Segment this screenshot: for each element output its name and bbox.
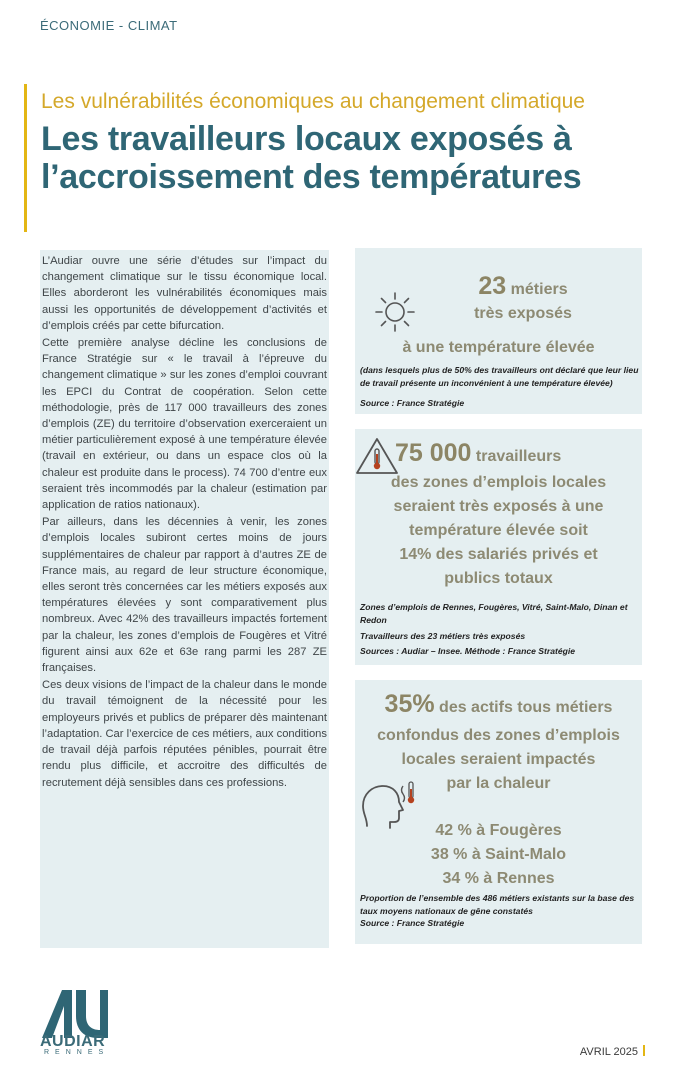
stat-line: publics totaux [444, 570, 553, 587]
list-item: 38 % à Saint-Malo [430, 846, 567, 863]
stat-line: très exposés [474, 305, 572, 322]
thermometer-warning-icon [355, 437, 399, 475]
stat-line: confondus des zones d’emplois [377, 727, 620, 744]
stat-card-metiers [355, 248, 642, 414]
stat-line: locales seraient impactés [401, 751, 596, 768]
stat-number: 23 [478, 272, 507, 300]
stat-card-travailleurs [355, 429, 642, 665]
paragraph: Cette première analyse décline les conclusions de France Stratégie sur « le travail à l’épreuve du changement climatique » sur les zones d’emploi couvrant les EPCI du Contrat de coopération. Selon cette méthodologie, près de 117 000 travailleurs des zones d’emplois (ZE) du territoire d’observation exerceraient un métier particulièrement exposé à une température élevée (travail en extérieur, ou dans un espace clos où la chaleur est produite dans le process). 74 700 d’entre eux seraient très incommodés par la chaleur (estimation par application de ratios nationaux). [42, 337, 327, 512]
stat-line [355, 692, 642, 720]
card-source: Source : France Stratégie [360, 918, 465, 928]
stat-line: 14% des salariés privés et [399, 546, 598, 563]
card-source: Source : France Stratégie [360, 398, 465, 408]
stat-line: seraient très exposés à une [393, 498, 604, 515]
stat-line: température élevée soit [409, 522, 588, 539]
card-note: Zones d’emplois de Rennes, Fougères, Vitré, Saint-Malo, Dinan et Redon [360, 602, 628, 625]
paragraph: Ces deux visions de l’impact de la chaleur dans le monde du travail témoignent de la nécessité pour les employeurs privés et publics de préparer dès maintenant l’adaptation. Car l’exercice de ces métiers, aux conditions de travail déjà parfois réputées pénibles, pourrait être rendu plus difficile, et accroitre des difficultés de recrutement déjà sensibles dans ces professions. [42, 679, 327, 789]
page-title: Les travailleurs locaux exposés à l’accroissement des températures [41, 120, 582, 196]
card-note: Travailleurs des 23 métiers très exposés [360, 631, 526, 641]
percent-list [355, 819, 642, 891]
stat-line [413, 274, 633, 302]
title-block [24, 84, 660, 232]
stat-number: 35% [384, 690, 435, 718]
stat-label: métiers [506, 281, 568, 298]
card-source: Sources : Audiar – Insee. Méthode : France Stratégie [360, 645, 576, 656]
list-item: 42 % à Fougères [435, 822, 562, 839]
stat-line: par la chaleur [446, 775, 551, 792]
stat-card-actifs [355, 680, 642, 944]
section-rubric: ÉCONOMIE - CLIMAT [40, 18, 178, 33]
paragraph: Par ailleurs, dans les décennies à venir, les zones d’emplois locales subiront certes moins de jours supplémentaires de chaleur par rapport à d’autres ZE de France mais, au regard de leur structure économique, elles seront très concernées car les métiers exposés aux températures élevées y sont comparativement plus nombreux. Avec 42% des travailleurs impactés fortement par la chaleur, les zones d’emplois de Fougères et Vitré figurent ainsi aux 62e et 63e rang parmi les 287 ZE françaises. [42, 516, 327, 675]
stat-line: à une température élevée [402, 339, 595, 356]
sun-icon [373, 290, 417, 334]
logo-name: AUDIAR [40, 1033, 106, 1050]
card-note: (dans lesquels plus de 50% des travailleurs ont déclaré que leur lieu de travail présente un inconvénient à une température élevée) [360, 365, 639, 388]
stat-label: des actifs tous métiers [434, 699, 613, 716]
stat-label: travailleurs [471, 448, 562, 465]
paragraph: L’Audiar ouvre une série d’études sur l’impact du changement climatique sur le tissu économique local. Elles aborderont les vulnérabilités économiques mais aussi les opportunités de développement d’activités et d’emplois créés par cette bifurcation. [42, 255, 327, 332]
publication-date: AVRIL 2025 [580, 1045, 645, 1058]
stat-line: des zones d’emplois locales [390, 474, 607, 491]
list-item: 34 % à Rennes [442, 870, 555, 887]
subtitle: Les vulnérabilités économiques au changement climatique [41, 90, 585, 113]
logo-subtitle: RENNES [44, 1049, 110, 1056]
body-text-column [40, 250, 329, 948]
card-note: Proportion de l’ensemble des 486 métiers existants sur la base des taux moyens nationaux de gêne constatés [360, 893, 635, 916]
stat-number: 75 000 [395, 439, 472, 467]
stat-line [395, 441, 642, 469]
